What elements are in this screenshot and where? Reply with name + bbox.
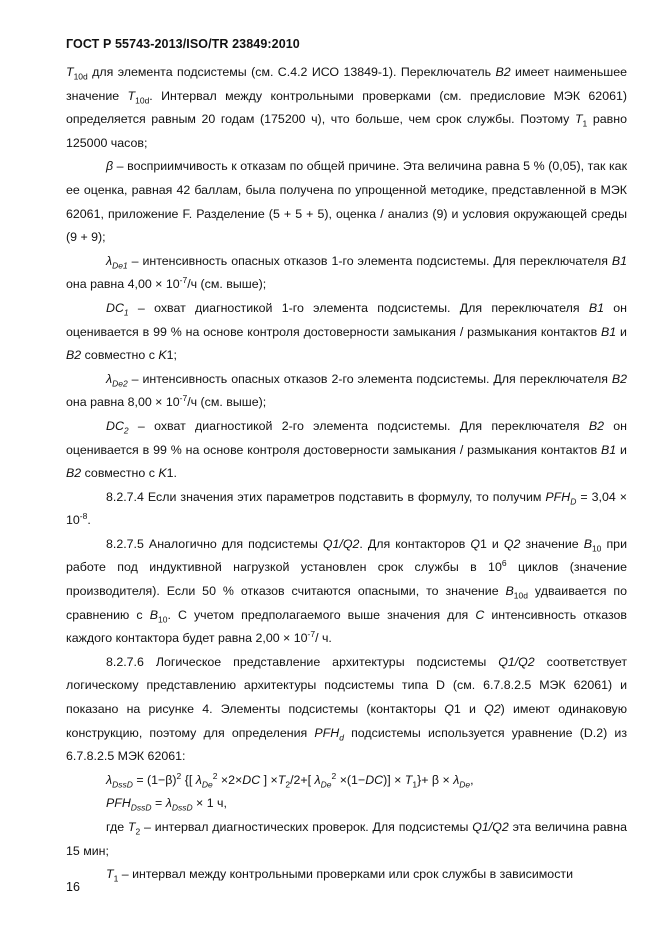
symbol: B bbox=[583, 536, 592, 551]
text: она равна 4,00 × 10 bbox=[66, 277, 180, 292]
symbol: B2 bbox=[495, 65, 511, 79]
subscript: 10 bbox=[591, 543, 602, 554]
text: 1; bbox=[166, 348, 177, 363]
subscript: 1 bbox=[412, 779, 418, 790]
symbol: λ bbox=[314, 772, 321, 787]
text: совместно с bbox=[81, 348, 159, 363]
symbol: λ bbox=[106, 371, 113, 386]
text: 8.2.7.5 Аналогично для подсистемы bbox=[106, 536, 323, 551]
paragraph-t1 bbox=[66, 863, 627, 887]
text: для элемента подсистемы (см. С.4.2 ИСО 13849-1). Переключатель bbox=[87, 65, 496, 79]
symbol: Q1/Q2 bbox=[472, 820, 509, 834]
text: . bbox=[87, 513, 91, 528]
subscript: De bbox=[201, 779, 213, 790]
symbol: PFH bbox=[314, 725, 340, 740]
paragraph-dc1 bbox=[66, 297, 627, 368]
symbol: DC bbox=[365, 772, 384, 787]
symbol: Q2 bbox=[484, 702, 501, 717]
text: , bbox=[470, 772, 474, 787]
text: – интервал между контрольными проверками или срок службы в зависимости bbox=[118, 867, 573, 882]
text: он оценивается в 99 % на основе контроля достоверности замыкания / размыкания контактов bbox=[66, 418, 627, 457]
subscript: 2 bbox=[123, 425, 129, 436]
symbol: λ bbox=[195, 772, 202, 787]
symbol: B1 bbox=[611, 253, 627, 268]
text: / ч. bbox=[315, 631, 332, 646]
paragraph-t10d bbox=[66, 61, 627, 155]
superscript: 6 bbox=[501, 558, 507, 569]
subscript: DssD bbox=[112, 779, 133, 790]
text: где bbox=[106, 820, 128, 834]
subscript: De bbox=[459, 779, 471, 790]
symbol: β bbox=[106, 159, 114, 174]
text: . Для контакторов bbox=[359, 536, 471, 551]
symbol: B1 bbox=[601, 324, 617, 339]
text: ) имеют одинаковую конструкцию, поэтому для определения bbox=[66, 702, 627, 740]
text: = 3,04 × 10 bbox=[66, 489, 627, 528]
text: . С учетом предполагаемого выше значения для bbox=[167, 607, 476, 622]
paragraph-lambda-de2 bbox=[66, 368, 627, 415]
text: и bbox=[616, 324, 627, 339]
subscript: De1 bbox=[112, 260, 128, 271]
paragraph-8-2-7-4 bbox=[66, 486, 627, 533]
symbol: T bbox=[66, 65, 74, 79]
symbol: Q1/Q2 bbox=[322, 536, 360, 551]
symbol: B2 bbox=[66, 348, 82, 363]
symbol: B1 bbox=[588, 300, 604, 315]
superscript: 2 bbox=[212, 770, 218, 781]
symbol: Q bbox=[444, 702, 454, 717]
text: циклов (значение производителя). Если 50 % отказов считаются опасными, то значение bbox=[66, 560, 627, 599]
symbol: λ bbox=[106, 772, 113, 787]
symbol: T bbox=[127, 820, 136, 834]
text: и bbox=[616, 442, 627, 457]
text: /2+[ bbox=[290, 772, 315, 787]
text: удваивается по сравнению с bbox=[66, 584, 627, 622]
symbol: B bbox=[505, 584, 514, 599]
formula-pfh-dssd bbox=[66, 792, 627, 816]
text: 1 и bbox=[480, 536, 504, 551]
subscript: d bbox=[339, 732, 344, 743]
text: равно 125000 часов; bbox=[66, 112, 627, 150]
text: – интенсивность опасных отказов 1-го элемента подсистемы. Для переключателя bbox=[127, 253, 612, 268]
symbol: T bbox=[106, 867, 114, 882]
text: 8.2.7.6 Логическое представление архитектуры подсистемы bbox=[106, 654, 499, 669]
symbol: DC bbox=[106, 418, 124, 433]
text: интенсивность отказов каждого контактора будет равна 2,00 × 10 bbox=[66, 607, 627, 646]
text: . Интервал между контрольными проверками (см. предисловие МЭК 62061) определяется равным 20 годам (175200 ч), что больше, чем срок службы. Поэтому bbox=[66, 88, 627, 127]
symbol: DC bbox=[242, 772, 261, 787]
text: /ч (см. выше); bbox=[187, 277, 267, 292]
symbol: K bbox=[158, 466, 167, 481]
text: соответствует логическому представлению архитектуры подсистемы типа D (см. 6.7.8.2.5 МЭК 62061) и показано на рисунке 4. Элементы подсистемы (контакторы bbox=[66, 654, 628, 717]
superscript: -7 bbox=[179, 393, 188, 404]
page-number: 16 bbox=[66, 880, 80, 894]
superscript: 2 bbox=[331, 770, 337, 781]
text: она равна 8,00 × 10 bbox=[66, 395, 180, 410]
text: имеет наименьшее значение bbox=[66, 65, 628, 103]
document-header: ГОСТ Р 55743-2013/ISO/TR 23849:2010 bbox=[66, 37, 300, 51]
symbol: B2 bbox=[66, 466, 82, 481]
symbol: T bbox=[574, 112, 583, 127]
text: значение bbox=[520, 536, 584, 551]
symbol: PFH bbox=[545, 489, 571, 504]
paragraph-lambda-de1 bbox=[66, 250, 627, 297]
text: он оценивается в 99 % на основе контроля достоверности замыкания / размыкания контактов bbox=[66, 300, 627, 339]
symbol: T bbox=[277, 772, 286, 787]
text: – охват диагностикой 1-го элемента подсистемы. Для переключателя bbox=[128, 300, 589, 315]
subscript: 1 bbox=[582, 118, 588, 129]
superscript: 2 bbox=[176, 770, 182, 781]
paragraph-8-2-7-6 bbox=[66, 651, 627, 769]
subscript: 10 bbox=[157, 614, 168, 625]
text: = (1−β) bbox=[132, 772, 177, 787]
superscript: -7 bbox=[179, 275, 188, 286]
text: совместно с bbox=[81, 466, 159, 481]
text: = bbox=[151, 796, 166, 811]
symbol: C bbox=[475, 607, 485, 622]
symbol: λ bbox=[453, 772, 460, 787]
symbol: B bbox=[149, 607, 158, 622]
text: при работе под индуктивной нагрузкой установлен срок службы в 10 bbox=[66, 536, 627, 575]
symbol: K bbox=[158, 348, 167, 363]
subscript: 10d bbox=[513, 590, 528, 601]
text: – интенсивность опасных отказов 2-го элемента подсистемы. Для переключателя bbox=[127, 371, 612, 386]
symbol: Q bbox=[470, 536, 480, 551]
subscript: 1 bbox=[113, 873, 119, 884]
paragraph-dc2 bbox=[66, 415, 627, 486]
symbol: T bbox=[127, 88, 136, 103]
subscript: D bbox=[570, 496, 577, 507]
document-body bbox=[66, 61, 627, 887]
symbol: PFH bbox=[106, 796, 131, 811]
text: }+ β × bbox=[417, 772, 454, 787]
text: {[ bbox=[181, 772, 196, 787]
subscript: DssD bbox=[171, 802, 193, 813]
superscript: -7 bbox=[307, 629, 316, 640]
text: 8.2.7.4 Если значения этих параметров подставить в формулу, то получим bbox=[106, 489, 546, 504]
text: – восприимчивость к отказам по общей причине. Эта величина равна 5 % (0,05), так как ее оценка, равная 42 баллам, была получена по упрощенной методике, представленной в МЭК 62061, приложение F. Разделение (5 + 5 + 5), оценка / анализ (9) и условия окружающей среды (9 + 9); bbox=[66, 159, 627, 245]
paragraph-8-2-7-5 bbox=[66, 533, 627, 651]
subscript: 10d bbox=[73, 71, 88, 82]
text: ] × bbox=[260, 772, 278, 787]
subscript: 10d bbox=[135, 95, 150, 106]
symbol: B2 bbox=[611, 371, 627, 386]
symbol: DC bbox=[106, 300, 124, 315]
subscript: 1 bbox=[123, 307, 129, 318]
symbol: λ bbox=[106, 253, 113, 268]
text: подсистемы используется уравнение (D.2) из 6.7.8.2.5 МЭК 62061: bbox=[66, 725, 627, 764]
subscript: 2 bbox=[285, 779, 291, 790]
symbol: λ bbox=[165, 796, 172, 811]
text: эта величина равна 15 мин; bbox=[66, 820, 628, 858]
superscript: -8 bbox=[79, 511, 88, 522]
symbol: B1 bbox=[601, 442, 617, 457]
text: – охват диагностикой 2-го элемента подсистемы. Для переключателя bbox=[128, 418, 589, 433]
subscript: 2 bbox=[135, 826, 141, 837]
symbol: Q1/Q2 bbox=[498, 654, 535, 669]
subscript: De bbox=[320, 779, 332, 790]
symbol: T bbox=[404, 772, 413, 787]
paragraph-t2 bbox=[66, 816, 627, 863]
text: ×2× bbox=[217, 772, 243, 787]
text: × 1 ч, bbox=[192, 796, 227, 811]
text: 1 и bbox=[453, 702, 485, 717]
subscript: De2 bbox=[112, 378, 128, 389]
text: 1. bbox=[166, 466, 177, 481]
paragraph-beta bbox=[66, 155, 627, 249]
text: )] × bbox=[383, 772, 405, 787]
text: ×(1− bbox=[336, 772, 366, 787]
subscript: DssD bbox=[130, 802, 152, 813]
formula-lambda-dssd bbox=[66, 769, 627, 793]
text: – интервал диагностических проверок. Для подсистемы bbox=[140, 820, 473, 834]
symbol: B2 bbox=[588, 418, 604, 433]
symbol: Q2 bbox=[503, 536, 521, 551]
text: /ч (см. выше); bbox=[187, 395, 267, 410]
